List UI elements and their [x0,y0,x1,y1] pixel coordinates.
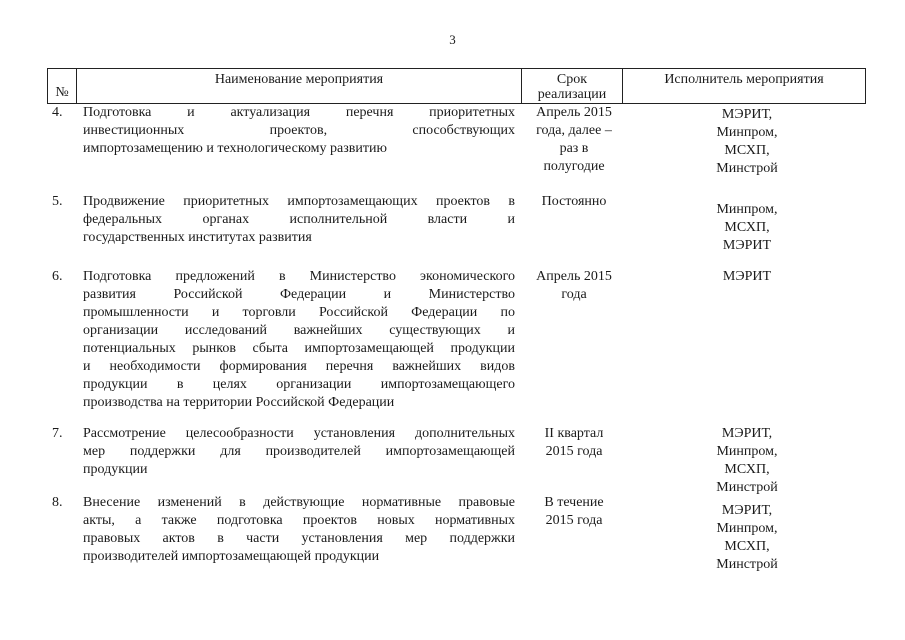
header-term: Срок реализации [522,69,623,104]
header-number: № [48,69,77,104]
page-number: 3 [449,32,456,47]
row-term: Апрель 2015 года, далее – раз в полугодие [536,105,612,174]
row-number: 7. [52,426,63,441]
header-activity-name: Наименование мероприятия [77,69,522,104]
row-term: Апрель 2015 года [536,269,612,302]
row-number: 5. [52,194,63,209]
header-executor: Исполнитель мероприятия [623,69,866,104]
row-executor: МЭРИТ [722,269,772,284]
row-number: 4. [52,105,63,120]
row-activity-name: Продвижение приоритетных импортозамещающих проектов в федеральных органах исполнительной власти и государственных институтах развития [83,194,515,245]
row-number: 6. [52,269,63,284]
row-executor: МЭРИТ, Минпром, МСХП, Минстрой [716,107,778,176]
row-executor: МЭРИТ, Минпром, МСХП, Минстрой [716,426,778,495]
row-term: II квартал 2015 года [544,426,604,459]
row-number: 8. [52,495,63,510]
row-activity-name: Внесение изменений в действующие нормативные правовые акты, а также подготовка проектов новых нормативных правовых актов в части установления мер поддержки производителей импортозамещающей продукции [83,495,515,564]
row-activity-name: Рассмотрение целесообразности установления дополнительных мер поддержки для производителей импортозамещающей продукции [83,426,515,477]
row-activity-name: Подготовка и актуализация перечня приоритетных инвестиционных проектов, способствующих импортозамещению и технологическому развитию [83,105,515,156]
row-executor: Минпром, МСХП, МЭРИТ [716,202,778,253]
row-term: Постоянно [541,194,607,209]
row-term: В течение 2015 года [544,495,604,528]
table-header [47,68,866,104]
row-executor: МЭРИТ, Минпром, МСХП, Минстрой [716,503,778,572]
row-activity-name: Подготовка предложений в Министерство экономического развития Российской Федерации и Министерство промышленности и торговли Российской Федерации по организации исследований важнейших существующих и потенциальных рынков сбыта импортозамещающей продукции и необходимости формирования перечня важнейших видов продукции в целях организации импортозамещающего производства на территории Российской Федерации [83,269,515,410]
